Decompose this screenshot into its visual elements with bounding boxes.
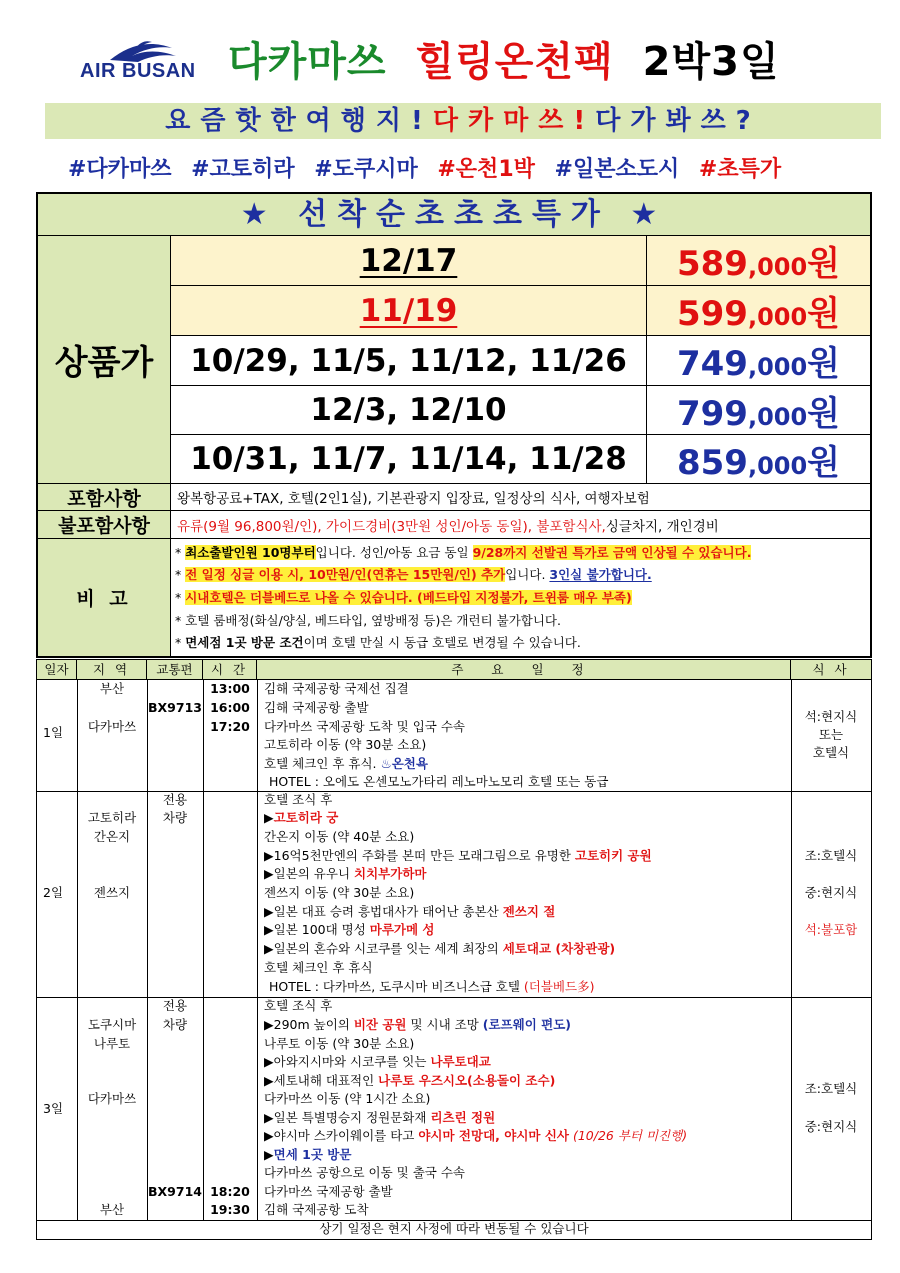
day-2-region-3: 젠쓰지 [93,885,131,900]
day-2-line: 간온지 이동 (약 40분 소요) [264,829,415,844]
day-2-meal: 석:불포함 [804,922,858,937]
schedule-footer-note: 상기 일정은 현지 사정에 따라 변동될 수 있습니다 [319,1221,589,1236]
header-day: 일자 [37,660,77,680]
price-label-text: 상품가 [54,343,154,383]
title-duration: 2박3일 [642,39,780,85]
day-3-line: ▶야시마 스카이웨이를 타고 야시마 전망대, 야시마 신사 (10/26 부터 미진행) [264,1128,688,1143]
day-3-flight: BX9714 [148,1184,202,1199]
price-table [36,192,872,658]
day-2-region-2: 간온지 [93,829,131,844]
day-2-region-1: 고토히라 [87,810,137,825]
price-amount: 859,000원 [676,442,841,483]
header-region: 지 역 [77,660,147,680]
remark-note-1: * 최소출발인원 10명부터입니다. 성인/아동 요금 동일 9/28까지 선발권 특가로 금액 인상될 수 있습니다. [175,545,752,560]
header-transport: 교통편 [147,660,203,680]
day-1-flight: BX9713 [148,700,202,715]
day-1-label: 1일 [43,725,64,740]
slogan-part-1: 요즘핫한여행지! [165,106,433,136]
price-dates-row-2 [171,286,647,336]
day-2-line: ▶일본 대표 승려 흥법대사가 태어난 총본산 젠쓰지 절 [264,904,556,919]
price-amount: 589,000원 [676,244,841,284]
day-3-time-2: 19:30 [210,1202,250,1217]
day-3-line: 다카마쓰 공항으로 이동 및 출국 수속 [264,1165,465,1180]
included-label: 포함사항 [38,484,171,511]
included-text: 왕복항공료+TAX, 호텔(2인1실), 기본관광지 입장료, 일정상의 식사, 여행자보험 [171,484,870,511]
day-2-transport: 전용 [162,792,188,807]
price-amount: 799,000원 [676,393,841,434]
day-2-line: ▶고토히라 궁 [264,810,339,825]
price-amount-row-3 [647,336,870,386]
remarks-notes [171,539,870,656]
price-amount-row-5 [647,435,870,484]
day-3-region-1: 도쿠시마 [87,1017,137,1032]
excluded-label: 불포함사항 [38,511,171,539]
price-amount-row-4 [647,386,870,435]
day-3-line: 다카마쓰 이동 (약 1시간 소요) [264,1091,431,1106]
price-amount: 599,000원 [676,294,841,334]
day-2-line: 젠쓰지 이동 (약 30분 소요) [264,885,415,900]
day-3-line: ▶일본 특별명승지 정원문화재 리츠린 정원 [264,1110,496,1125]
day-1-line: 김해 국제공항 국제선 집결 [264,681,409,696]
remarks-label: 비 고 [38,539,171,656]
day-3-line: ▶290m 높이의 비잔 공원 및 시내 조망 (로프웨이 편도) [264,1017,571,1032]
day-3-line: 호텔 조식 후 [264,998,333,1013]
remark-note-5: * 면세점 1곳 방문 조건이며 호텔 만실 시 동급 호텔로 변경될 수 있습니다. [175,635,581,650]
day-2-line: 호텔 조식 후 [264,792,333,807]
day-3-transport: 전용 [162,998,188,1013]
day-2-line: ▶일본의 혼슈와 시코쿠를 잇는 세계 최장의 세토대교 (차창관광) [264,941,616,956]
header-meal: 식 사 [791,660,871,680]
day-1-time-1: 13:00 [210,681,250,696]
hashtag: #온천1박 [437,157,535,182]
title-product: 힐링온천팩 [415,39,614,85]
day-1-region-2: 다카마쓰 [87,719,137,734]
hashtag: #일본소도시 [554,157,680,182]
price-dates: 12/17 [359,242,458,279]
price-dates-row-1 [171,236,647,286]
day-1-hotel: HOTEL : 오에도 온센모노가타리 레노마노모리 호텔 또는 동급 [269,774,609,789]
price-dates-row-4 [171,386,647,435]
price-dates: 10/31, 11/7, 11/14, 11/28 [190,441,627,477]
hashtag: #초특가 [698,157,782,182]
day-1-region-1: 부산 [99,681,125,696]
day-1-meal: 석:현지식 [804,709,858,724]
price-amount: 749,000원 [676,344,841,384]
page-title [228,30,780,87]
price-dates: 10/29, 11/5, 11/12, 11/26 [190,342,627,379]
day-3-region-3: 다카마쓰 [87,1091,137,1106]
day-1-line: 다카마쓰 국제공항 도착 및 입국 수속 [264,719,465,734]
hot-spring-icon: ♨온천욕 [380,756,428,771]
special-offer-banner: ★ 선착순초초초특가 ★ [38,194,870,236]
day-2-meal: 중:현지식 [804,885,858,900]
header-itinerary: 주 요 일 정 [257,660,791,680]
day-1-meal: 또는 [818,727,844,742]
hashtag-line [68,152,793,183]
day-1-time-2: 16:00 [210,700,250,715]
price-dates: 12/3, 12/10 [310,392,507,428]
day-2-label: 2일 [43,885,64,900]
day-1-line: 김해 국제공항 출발 [264,700,369,715]
day-2-hotel: HOTEL : 다카마쓰, 도쿠시마 비즈니스급 호텔 (더블베드多) [269,979,595,994]
excluded-text: 유류(9월 96,800원/인), 가이드경비(3만원 성인/아동 동일), 불포함식사, 싱글차지, 개인경비 [171,511,870,539]
day-3-line: ▶세토내해 대표적인 나루토 우즈시오(소용돌이 조수) [264,1073,556,1088]
hashtag: #다카마쓰 [68,157,172,182]
day-3-line: ▶면세 1곳 방문 [264,1147,352,1162]
price-amount-row-1 [647,236,870,286]
price-amount-row-2 [647,286,870,336]
day-2-line: ▶16억5천만엔의 주화를 본떠 만든 모래그림으로 유명한 고토히키 공원 [264,848,652,863]
day-3-line: ▶아와지시마와 시코쿠를 잇는 나루토대교 [264,1054,491,1069]
title-destination: 다카마쓰 [228,39,387,85]
day-2-line: ▶일본 100대 명성 마루가메 성 [264,922,435,937]
day-3-label: 3일 [43,1101,64,1116]
day-1-line: 호텔 체크인 후 휴식. ♨온천욕 [264,756,428,771]
slogan-banner [45,103,881,139]
hashtag: #도쿠시마 [314,157,418,182]
day-3-meal: 중:현지식 [804,1119,858,1134]
remark-note-4: * 호텔 룸배정(화실/양실, 베드타입, 옆방배정 등)은 개런티 불가합니다. [175,613,561,628]
day-1-meal: 호텔식 [812,745,850,760]
remark-note-3: * 시내호텔은 더블베드로 나올 수 있습니다. (베드타입 지정불가, 트윈룸 매우 부족) [175,590,632,605]
day-3-line: 나루토 이동 (약 30분 소요) [264,1036,415,1051]
day-3-transport: 차량 [162,1017,188,1032]
day-3-line: 김해 국제공항 도착 [264,1202,369,1217]
hashtag: #고토히라 [191,157,295,182]
day-3-region-2: 나루토 [93,1036,131,1051]
day-2-line: ▶일본의 유우니 치치부가하마 [264,866,427,881]
day-1-time-3: 17:20 [210,719,250,734]
header-time: 시 간 [203,660,257,680]
slogan-part-3: 다가봐쓰? [595,106,761,136]
day-1-line: 고토히라 이동 (약 30분 소요) [264,737,427,752]
day-3-time-1: 18:20 [210,1184,250,1199]
price-dates-row-3 [171,336,647,386]
remark-note-2: * 전 일정 싱글 이용 시, 10만원/인(연휴는 15만원/인) 추가입니다. 3인실 불가합니다. [175,567,652,582]
air-busan-logo: AIR BUSAN [80,38,210,83]
day-3-region-4: 부산 [99,1202,125,1217]
day-3-line: 다카마쓰 국제공항 출발 [264,1184,393,1199]
day-2-line: 호텔 체크인 후 휴식 [264,960,373,975]
day-3-meal: 조:호텔식 [804,1081,858,1096]
price-label [38,236,171,484]
day-2-meal: 조:호텔식 [804,848,858,863]
day-2-transport: 차량 [162,810,188,825]
price-dates: 11/19 [359,292,458,329]
slogan-part-2: 다카마쓰! [432,106,596,136]
itinerary-table [36,659,872,1240]
price-dates-row-5 [171,435,647,484]
